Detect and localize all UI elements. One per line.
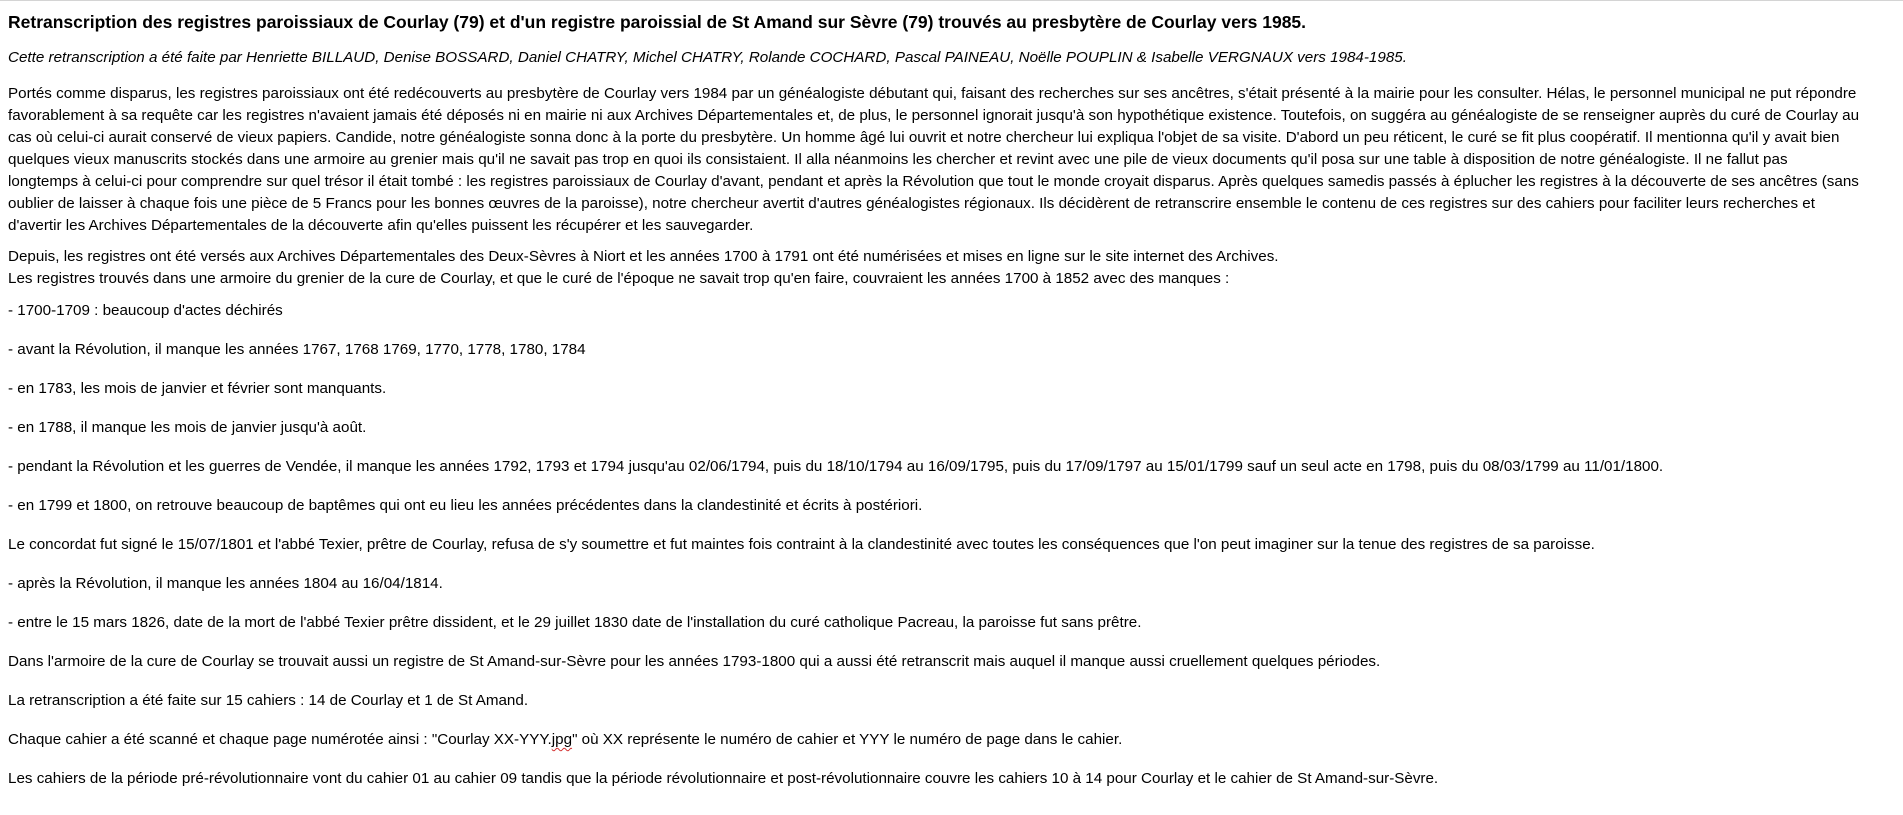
intro-line: Portés comme disparus, les registres paroissiaux ont été redécouverts au presbytère de Courlay vers 1984 par un généalogiste débutant qui, faisant des recherches sur ses ancêtres, s'était présenté à la mairie pour les consulter. Hélas, le personnel municipal ne put répondre — [8, 85, 1857, 102]
deposit-line: Depuis, les registres ont été versés aux Archives Départementales des Deux-Sèvres à Niort et les années 1700 à 1791 ont été numérisées et mises en ligne sur le site internet des Archives. — [8, 248, 1279, 265]
document-title: Retranscription des registres paroissiaux de Courlay (79) et d'un registre paroissial de St Amand sur Sèvre (79) trouvés au presbytère de Courlay vers 1985. — [8, 12, 1307, 32]
intro-paragraph — [8, 83, 1895, 237]
credits-paragraph: Cette retranscription a été faite par Henriette BILLAUD, Denise BOSSARD, Daniel CHATRY, Michel CHATRY, Rolande COCHARD, Pascal PAINEAU, Noëlle POUPLIN & Isabelle VERGNAUX vers 1984-1985. — [8, 49, 1407, 66]
gap-item-pre-revolution: - avant la Révolution, il manque les années 1767, 1768 1769, 1770, 1778, 1780, 1784 — [8, 341, 586, 358]
scan-text-before: Chaque cahier a été scanné et chaque page numérotée ainsi : "Courlay XX-YYY. — [8, 731, 552, 748]
intro-line: quelques vieux manuscrits stockés dans une armoire au grenier mais qu'il ne savait pas trop en quoi ils consistaient. Il alla néanmoins les chercher et revint avec une pile de vieux documents qu'il posa sur une table à disposition de notre généalogiste. Il ne fallut pas — [8, 151, 1788, 168]
scan-paragraph — [8, 729, 1895, 751]
scan-extension: jpg — [551, 731, 573, 748]
gap-item-1826: - entre le 15 mars 1826, date de la mort de l'abbé Texier prêtre dissident, et le 29 juillet 1830 date de l'installation du curé catholique Pacreau, la paroisse fut sans prêtre. — [8, 614, 1142, 631]
note-1799: - en 1799 et 1800, on retrouve beaucoup de baptêmes qui ont eu lieu les années précédentes dans la clandestinité et écrits à postériori. — [8, 497, 923, 514]
coverage-line: Les registres trouvés dans une armoire du grenier de la cure de Courlay, et que le curé de l'époque ne savait trop qu'en faire, couvraient les années 1700 à 1852 avec des manques : — [8, 270, 1230, 287]
gap-item-post-revolution: - après la Révolution, il manque les années 1804 au 16/04/1814. — [8, 575, 443, 592]
intro-line: d'avertir les Archives Départementales de la découverte afin qu'elles puissent les récupérer et les sauvegarder. — [8, 217, 754, 234]
cahiers-paragraph: La retranscription a été faite sur 15 cahiers : 14 de Courlay et 1 de St Amand. — [8, 692, 529, 709]
intro-line: favorablement à sa requête car les registres n'avaient jamais été déposés ni en mairie ni aux Archives Départementales et, de plus, le personnel ignorait jusqu'à son hypothétique existence. Toutefois, on suggéra au généalogiste de se renseigner auprès du curé de Courlay au — [8, 107, 1860, 124]
gap-item-1700: - 1700-1709 : beaucoup d'actes déchirés — [8, 302, 283, 319]
intro-line: longtemps à celui-ci pour comprendre sur quel trésor il était tombé : les registres paroissiaux de Courlay d'avant, pendant et après la Révolution que tout le monde croyait disparus. Après quelques samedis passés à éplucher les registres à la découverte de ses ancêtres (sans — [8, 173, 1859, 190]
gap-item-1783: - en 1783, les mois de janvier et février sont manquants. — [8, 380, 387, 397]
document-page — [0, 1, 1903, 790]
periods-paragraph: Les cahiers de la période pré-révolutionnaire vont du cahier 01 au cahier 09 tandis que la période révolutionnaire et post-révolutionnaire couvre les cahiers 10 à 14 pour Courlay et le cahier de St Amand-sur-Sèvre. — [8, 770, 1439, 787]
intro-line: cas où celui-ci aurait conservé de vieux papiers. Candide, notre généalogiste sonna donc à la porte du presbytère. Un homme âgé lui ouvrit et notre chercheur lui expliqua l'objet de sa visite. D'abord un peu réticent, le curé se fit plus coopératif. Il mentionna qu'il y avait bien — [8, 129, 1840, 146]
scan-text-after: " où XX représente le numéro de cahier et YYY le numéro de page dans le cahier. — [572, 731, 1123, 748]
concordat-paragraph: Le concordat fut signé le 15/07/1801 et l'abbé Texier, prêtre de Courlay, refusa de s'y soumettre et fut maintes fois contraint à la clandestinité avec toutes les conséquences que l'on peut imaginer sur la tenue des registres de sa paroisse. — [8, 536, 1595, 553]
gap-item-revolution: - pendant la Révolution et les guerres de Vendée, il manque les années 1792, 1793 et 1794 jusqu'au 02/06/1794, puis du 18/10/1794 au 16/09/1795, puis du 17/09/1797 au 15/01/1799 sauf un seul acte en 1798, puis du 08/03/1799 au 11/01/1800. — [8, 458, 1664, 475]
st-amand-paragraph: Dans l'armoire de la cure de Courlay se trouvait aussi un registre de St Amand-sur-Sèvre pour les années 1793-1800 qui a aussi été retranscrit mais auquel il manque aussi cruellement quelques périodes. — [8, 653, 1381, 670]
intro-line: oublier de laisser à chaque fois une pièce de 5 Francs pour les bonnes œuvres de la paroisse), notre chercheur avertit d'autres généalogistes régionaux. Ils décidèrent de retranscrire ensemble le contenu de ces registres sur des cahiers pour faciliter leurs recherches et — [8, 195, 1815, 212]
gap-item-1788: - en 1788, il manque les mois de janvier jusqu'à août. — [8, 419, 367, 436]
deposit-paragraph — [8, 246, 1895, 290]
